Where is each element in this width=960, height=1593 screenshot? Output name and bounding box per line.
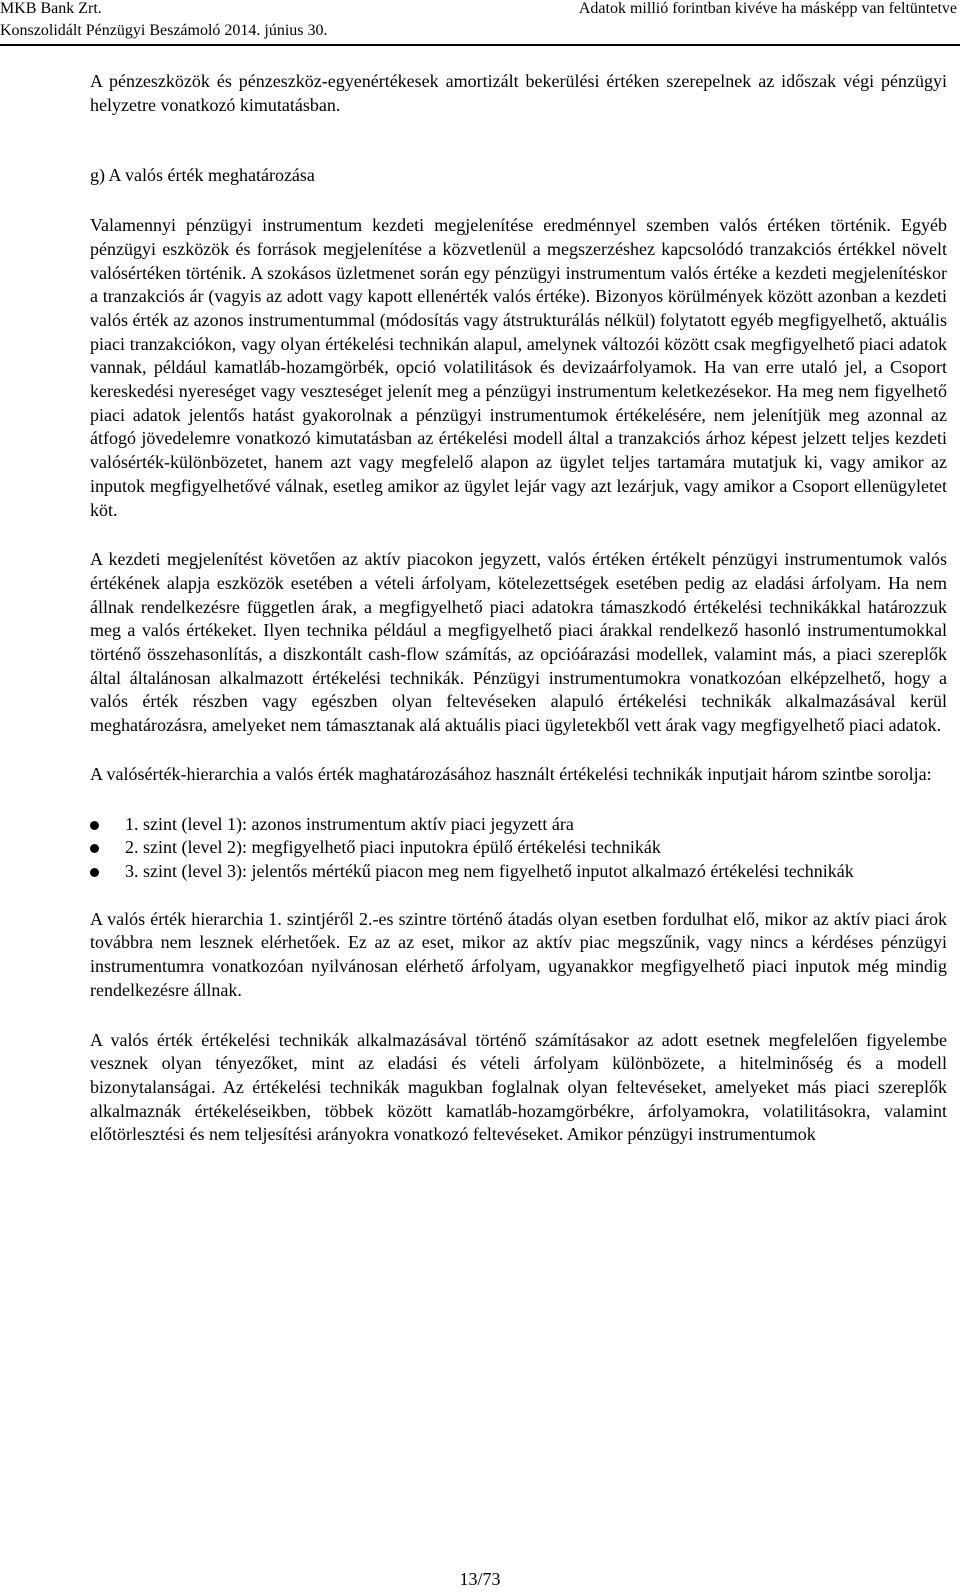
list-item-text: 1. szint (level 1): azonos instrumentum aktív piaci jegyzett ára [125,813,574,834]
valuation-techniques-paragraph: A valós érték értékelési technikák alkalmazásával történő számításakor az adott esetnek megfelelően figyelembe vesznek olyan tényezőket, mint az eladási és vételi árfolyam különbözete, a hitelminőség és a modell bizonytalanságai. Az értékelési technikák magukban foglalnak olyan feltevéseket, amelyeket más piaci szereplők alkalmaznák értékeléseikben, többek között kamatláb-hozamgörbékre, árfolyamokra, volatilitásokra, valamint előtörlesztési és nem teljesítési arányokra vonatkozó feltevéseket. Amikor pénzügyi instrumentumok [90,1029,947,1145]
company-name: MKB Bank Zrt. [0,0,102,17]
page-number: 13/73 [459,1569,501,1589]
level-transfer-paragraph: A valós érték hierarchia 1. szintjéről 2.-es szintre történő átadás olyan esetben fordulhat elő, mikor az aktív piaci árok továbbra nem lesznek elérhetőek. Ez az az eset, mikor az aktív piac megszűnik, vagy nincs a kérdéses pénzügyi instrumentumra vonatkozóan nyilvánosan elérhető árfolyam, ugyanakkor megfigyelhető piaci inputok még mindig rendelkezésre állnak. [90,908,947,1000]
list-item-text: 3. szint (level 3): jelentős mértékű piacon meg nem figyelhető inputot alkalmazó értékelési technikák [125,860,854,881]
list-item [90,836,947,860]
page-header [0,0,960,46]
list-item-text: 2. szint (level 2): megfigyelhető piaci inputokra épülő értékelési technikák [125,837,661,858]
bullet-icon [90,821,99,830]
intro-paragraph: A pénzeszközök és pénzeszköz-egyenértékesek amortizált bekerülési értéken szerepelnek az időszak végi pénzügyi helyzetre vonatkozó kimutatásban. [90,71,947,115]
hierarchy-levels-list [90,813,947,884]
list-item [90,813,947,837]
hierarchy-intro-paragraph: A valósérték-hierarchia a valós érték maghatározásához használt értékelési technikák inputjait három szintbe sorolja: [90,763,932,784]
section-heading: g) A valós érték meghatározása [90,165,315,186]
fair-value-initial-paragraph: Valamennyi pénzügyi instrumentum kezdeti megjelenítése eredménnyel szemben valós értéken történik. Egyéb pénzügyi eszközök és források megjelenítése a közvetlenül a megszerzéshez kapcsolódó tranzakciós értékkel növelt valósértéken történik. A szokásos üzletmenet során egy pénzügyi instrumentum valós értéke a kezdeti megjelenítéskor a tranzakciós ár (vagyis az adott vagy kapott ellenérték valós értéke). Bizonyos körülmények között azonban a kezdeti valós érték az azonos instrumentummal (módosítás vagy átstrukturálás nélkül) folytatott egyéb megfigyelhető, aktuális piaci tranzakciókon, vagy olyan értékelési technikán alapul, amelynek változói között csak megfigyelhető piaci adatok vannak, például kamatláb-hozamgörbék, opció volatilitások és devizaárfolyamok. Ha van erre utaló jel, a Csoport kereskedési nyereséget vagy veszteséget jelenít meg a pénzügyi instrumentum keletkezésekor. Ha meg nem figyelhető piaci adatok jelentős hatást gyakorolnak a pénzügyi instrumentumok értékelésére, nem jelenítjük meg azonnal az átfogó jövedelemre vonatkozó kimutatásban az értékelési modell által a tranzakciós árhoz képest jelzett teljes kezdeti valósérték-különbözetet, hanem azt vagy megfelelő alapon az ügylet teljes tartamára mutatjuk ki, vagy amikor az inputok megfigyelhetővé válnak, esetleg amikor az ügylet lejár vagy azt lezárjuk, vagy amikor a Csoport ellenügyletet köt. [90,215,947,520]
list-item [90,860,947,884]
bullet-icon [90,868,99,877]
document-body [90,70,947,1147]
fair-value-subsequent-paragraph: A kezdeti megjelenítést követően az aktív piacokon jegyzett, valós értéken értékelt pénzügyi instrumentumok valós értékének alapja eszközök esetében a vételi árfolyam, kötelezettségek esetében pedig az eladási árfolyam. Ha nem állnak rendelkezésre független árak, a megfigyelhető piaci adatokra támaszkodó értékelési technikákkal határozzuk meg a valós értékeket. Ilyen technika például a megfigyelhető piaci árakkal rendelkező hasonló instrumentumokkal történő összehasonlítás, a diszkontált cash-flow számítás, az opcióárazási modellek, valamint más, a piaci szereplők által általánosan alkalmazott értékelési technikák. Pénzügyi instrumentumokra vonatkozóan elképzelhető, hogy a valós érték részben vagy egészben olyan feltevéseken alapuló értékelési technikák alkalmazásával kerül meghatározásra, amelyeket nem támasztanak alá aktuális piaci ügyletekből vett árak vagy megfigyelhető piaci adatok. [90,549,947,736]
report-title: Konszolidált Pénzügyi Beszámoló 2014. június 30. [0,22,328,39]
units-note: Adatok millió forintban kivéve ha másképp van feltüntetve [578,0,957,17]
bullet-icon [90,844,99,853]
